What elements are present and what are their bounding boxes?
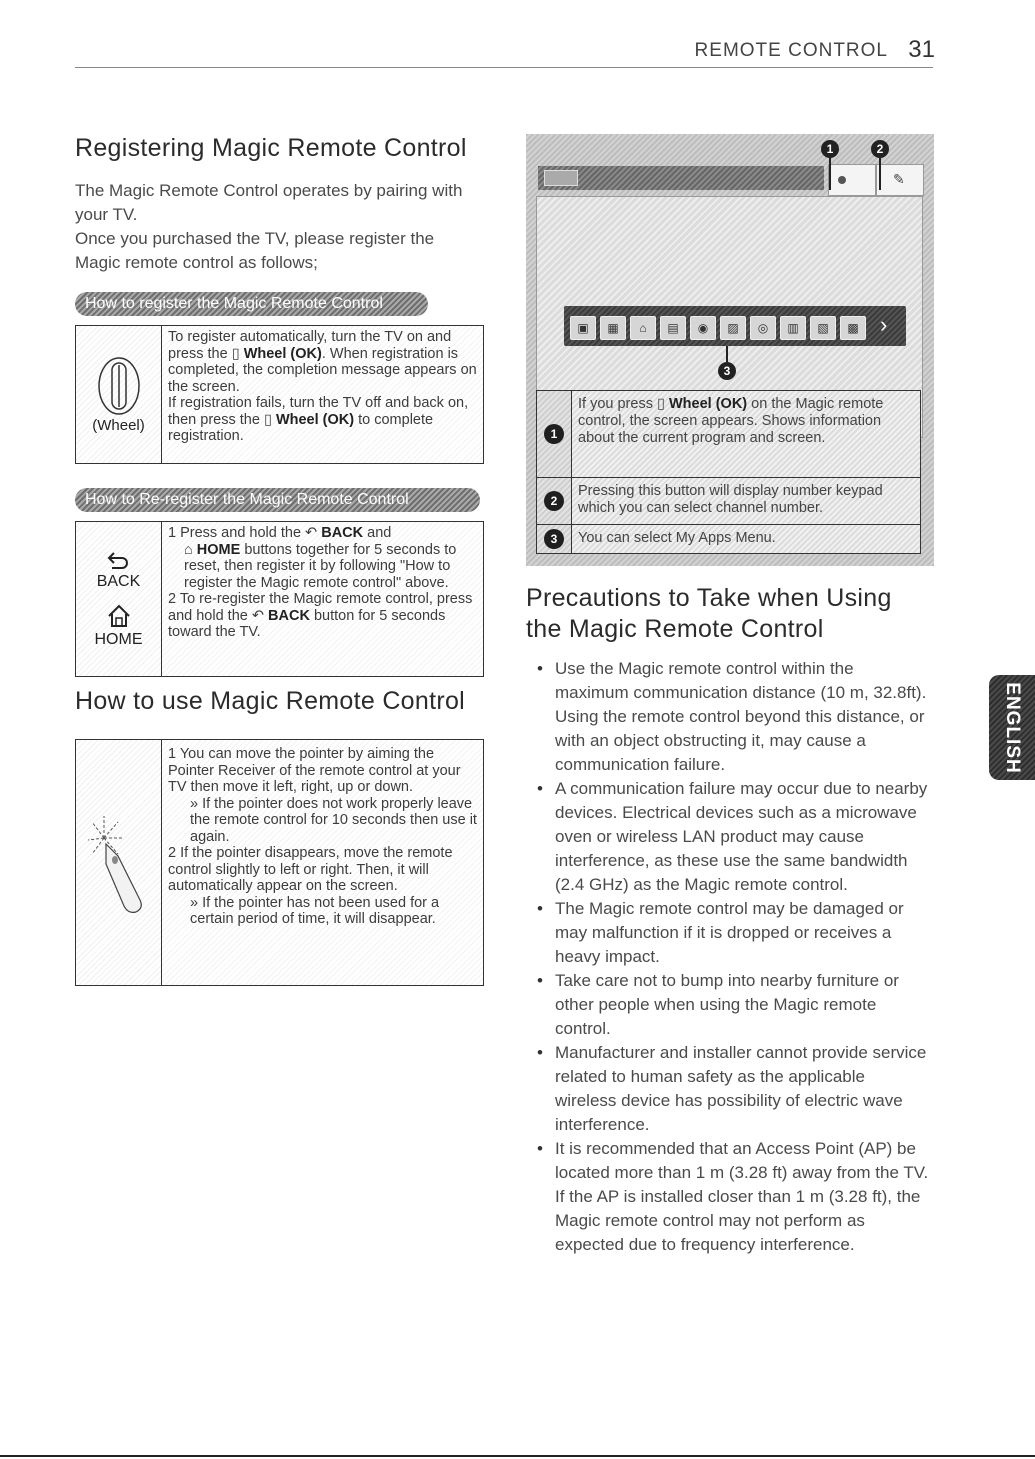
- wheel-ok-label: Wheel (OK): [275, 411, 355, 428]
- register-step-retry: If registration fails, turn the TV off and back on, then press the ▯ Wheel (OK) to complete registration.: [168, 395, 469, 444]
- list-item: • A communication failure may occur due to nearby devices. Electrical devices such as a microwave oven or wireless LAN product may cause interference, as these use the same bandwidth (2.4 GHz) as the Magic remote control.: [537, 777, 929, 897]
- section-title: REMOTE CONTROL: [694, 40, 888, 61]
- reregister-instructions: [162, 522, 483, 676]
- reregister-subheading: How to Re-register the Magic Remote Control: [75, 488, 480, 512]
- home-icon: [106, 603, 132, 629]
- language-tab: ENGLISH: [989, 675, 1035, 780]
- use-step-2: 2 If the pointer disappears, move the remote control slightly to left or right. Then, it will automatically appear on the screen.: [168, 845, 453, 894]
- pencil-icon: ✎: [893, 171, 905, 187]
- legend-number: 2: [544, 491, 564, 511]
- intro-paragraph-1: The Magic Remote Control operates by pairing with your TV.: [75, 181, 463, 224]
- reregister-table: [75, 521, 484, 677]
- wheel-inline-icon: ▯: [656, 396, 665, 412]
- legend-text: Pressing this button will display number keypad which you can select channel number.: [572, 478, 920, 524]
- use-table: [75, 739, 484, 986]
- use-instructions: [162, 740, 483, 985]
- back-label: BACK: [96, 573, 141, 590]
- back-icon: [106, 549, 132, 571]
- header-divider: [75, 67, 933, 68]
- remote-pointing-icon: [84, 808, 154, 918]
- wheel-ok-label: Wheel (OK): [243, 345, 322, 362]
- legend-text: You can select My Apps Menu.: [572, 525, 920, 553]
- home-inline-icon: ⌂: [184, 541, 193, 558]
- intro-paragraph-2: Once you purchased the TV, please register the Magic remote control as follows;: [75, 229, 435, 272]
- home-label: HOME: [94, 631, 143, 648]
- precautions-title: Precautions to Take when Using the Magic Remote Control: [526, 584, 892, 643]
- use-note-1: » If the pointer does not work properly leave the remote control for 10 seconds then use it again.: [190, 795, 477, 845]
- wheel-icon-label: (Wheel): [92, 417, 145, 434]
- page-number: 31: [908, 36, 935, 63]
- tv-info-button: [828, 164, 876, 196]
- register-table: [75, 325, 484, 464]
- reregister-step-1: 1 Press and hold the ↶ BACK and: [168, 525, 392, 541]
- wheel-icon: [96, 355, 142, 417]
- register-title: Registering Magic Remote Control: [75, 134, 467, 162]
- list-item: • Take care not to bump into nearby furniture or other people when using the Magic remote control.: [537, 969, 929, 1041]
- legend-text: If you press ▯ Wheel (OK) on the Magic remote control, the screen appears. Shows information about the current program and screen.: [572, 391, 920, 477]
- back-home-icon-cell: [76, 522, 162, 676]
- reregister-step-1-cont: ⌂ HOME buttons together for 5 seconds to reset, then register it by following "How to register the Magic remote control" above.: [184, 541, 457, 591]
- use-note-2: » If the pointer has not been used for a certain period of time, it will disappear.: [190, 894, 440, 927]
- legend-row: [537, 525, 920, 553]
- register-subheading: How to register the Magic Remote Control: [75, 292, 428, 316]
- wheel-icon-cell: [76, 326, 162, 463]
- legend-row: [537, 391, 920, 478]
- marker-2: 2: [871, 140, 889, 158]
- wheel-inline-icon: ▯: [263, 411, 272, 428]
- marker-1: 1: [821, 140, 839, 158]
- list-item: • It is recommended that an Access Point (AP) be located more than 1 m (3.28 ft) away from the TV. If the AP is installed closer than 1 m (3.28 ft), the Magic remote control may not perform as expected due to frequency interference.: [537, 1137, 929, 1257]
- use-step-1: 1 You can move the pointer by aiming the Pointer Receiver of the remote control at your TV then move it left, right, up or down.: [168, 746, 461, 795]
- pointer-illustration-cell: [76, 740, 162, 985]
- register-step-auto: To register automatically, turn the TV on and press the ▯ Wheel (OK). When registration is completed, the completion message appears on the screen.: [168, 329, 477, 395]
- register-instructions: [162, 326, 483, 463]
- dock-next-icon: ›: [880, 312, 888, 337]
- footer-divider: [0, 1455, 1035, 1457]
- list-item: • Manufacturer and installer cannot provide service related to human safety as the applicable wireless device has possibility of electric wave interference.: [537, 1041, 929, 1137]
- register-intro: [75, 179, 475, 275]
- use-title: How to use Magic Remote Control: [75, 687, 466, 715]
- precautions-list: [537, 657, 929, 1257]
- tv-info-bar: [538, 166, 824, 190]
- legend-row: [537, 478, 920, 525]
- tv-legend-table: [536, 390, 921, 554]
- marker-3: 3: [718, 362, 736, 380]
- tv-keypad-button: [876, 164, 924, 196]
- reregister-step-2: 2 To re-register the Magic remote control, press and hold the ↶ BACK button for 5 seconds toward the TV.: [168, 591, 473, 640]
- list-item: • Use the Magic remote control within the maximum communication distance (10 m, 32.8ft). Using the remote control beyond this distance, or with an object obstructing it, may cause a communication failure.: [537, 657, 929, 777]
- back-inline-icon: ↶: [251, 607, 265, 624]
- list-item: • The Magic remote control may be damaged or may malfunction if it is dropped or receives a heavy impact.: [537, 897, 929, 969]
- back-inline-icon: ↶: [305, 525, 318, 541]
- legend-number: 1: [544, 424, 564, 444]
- wheel-inline-icon: ▯: [231, 345, 240, 362]
- legend-number: 3: [544, 529, 564, 549]
- tv-app-dock: ▣ ▦ ⌂ ▤ ◉ ▨ ◎ ▥ ▧ ▩ ›: [564, 306, 906, 346]
